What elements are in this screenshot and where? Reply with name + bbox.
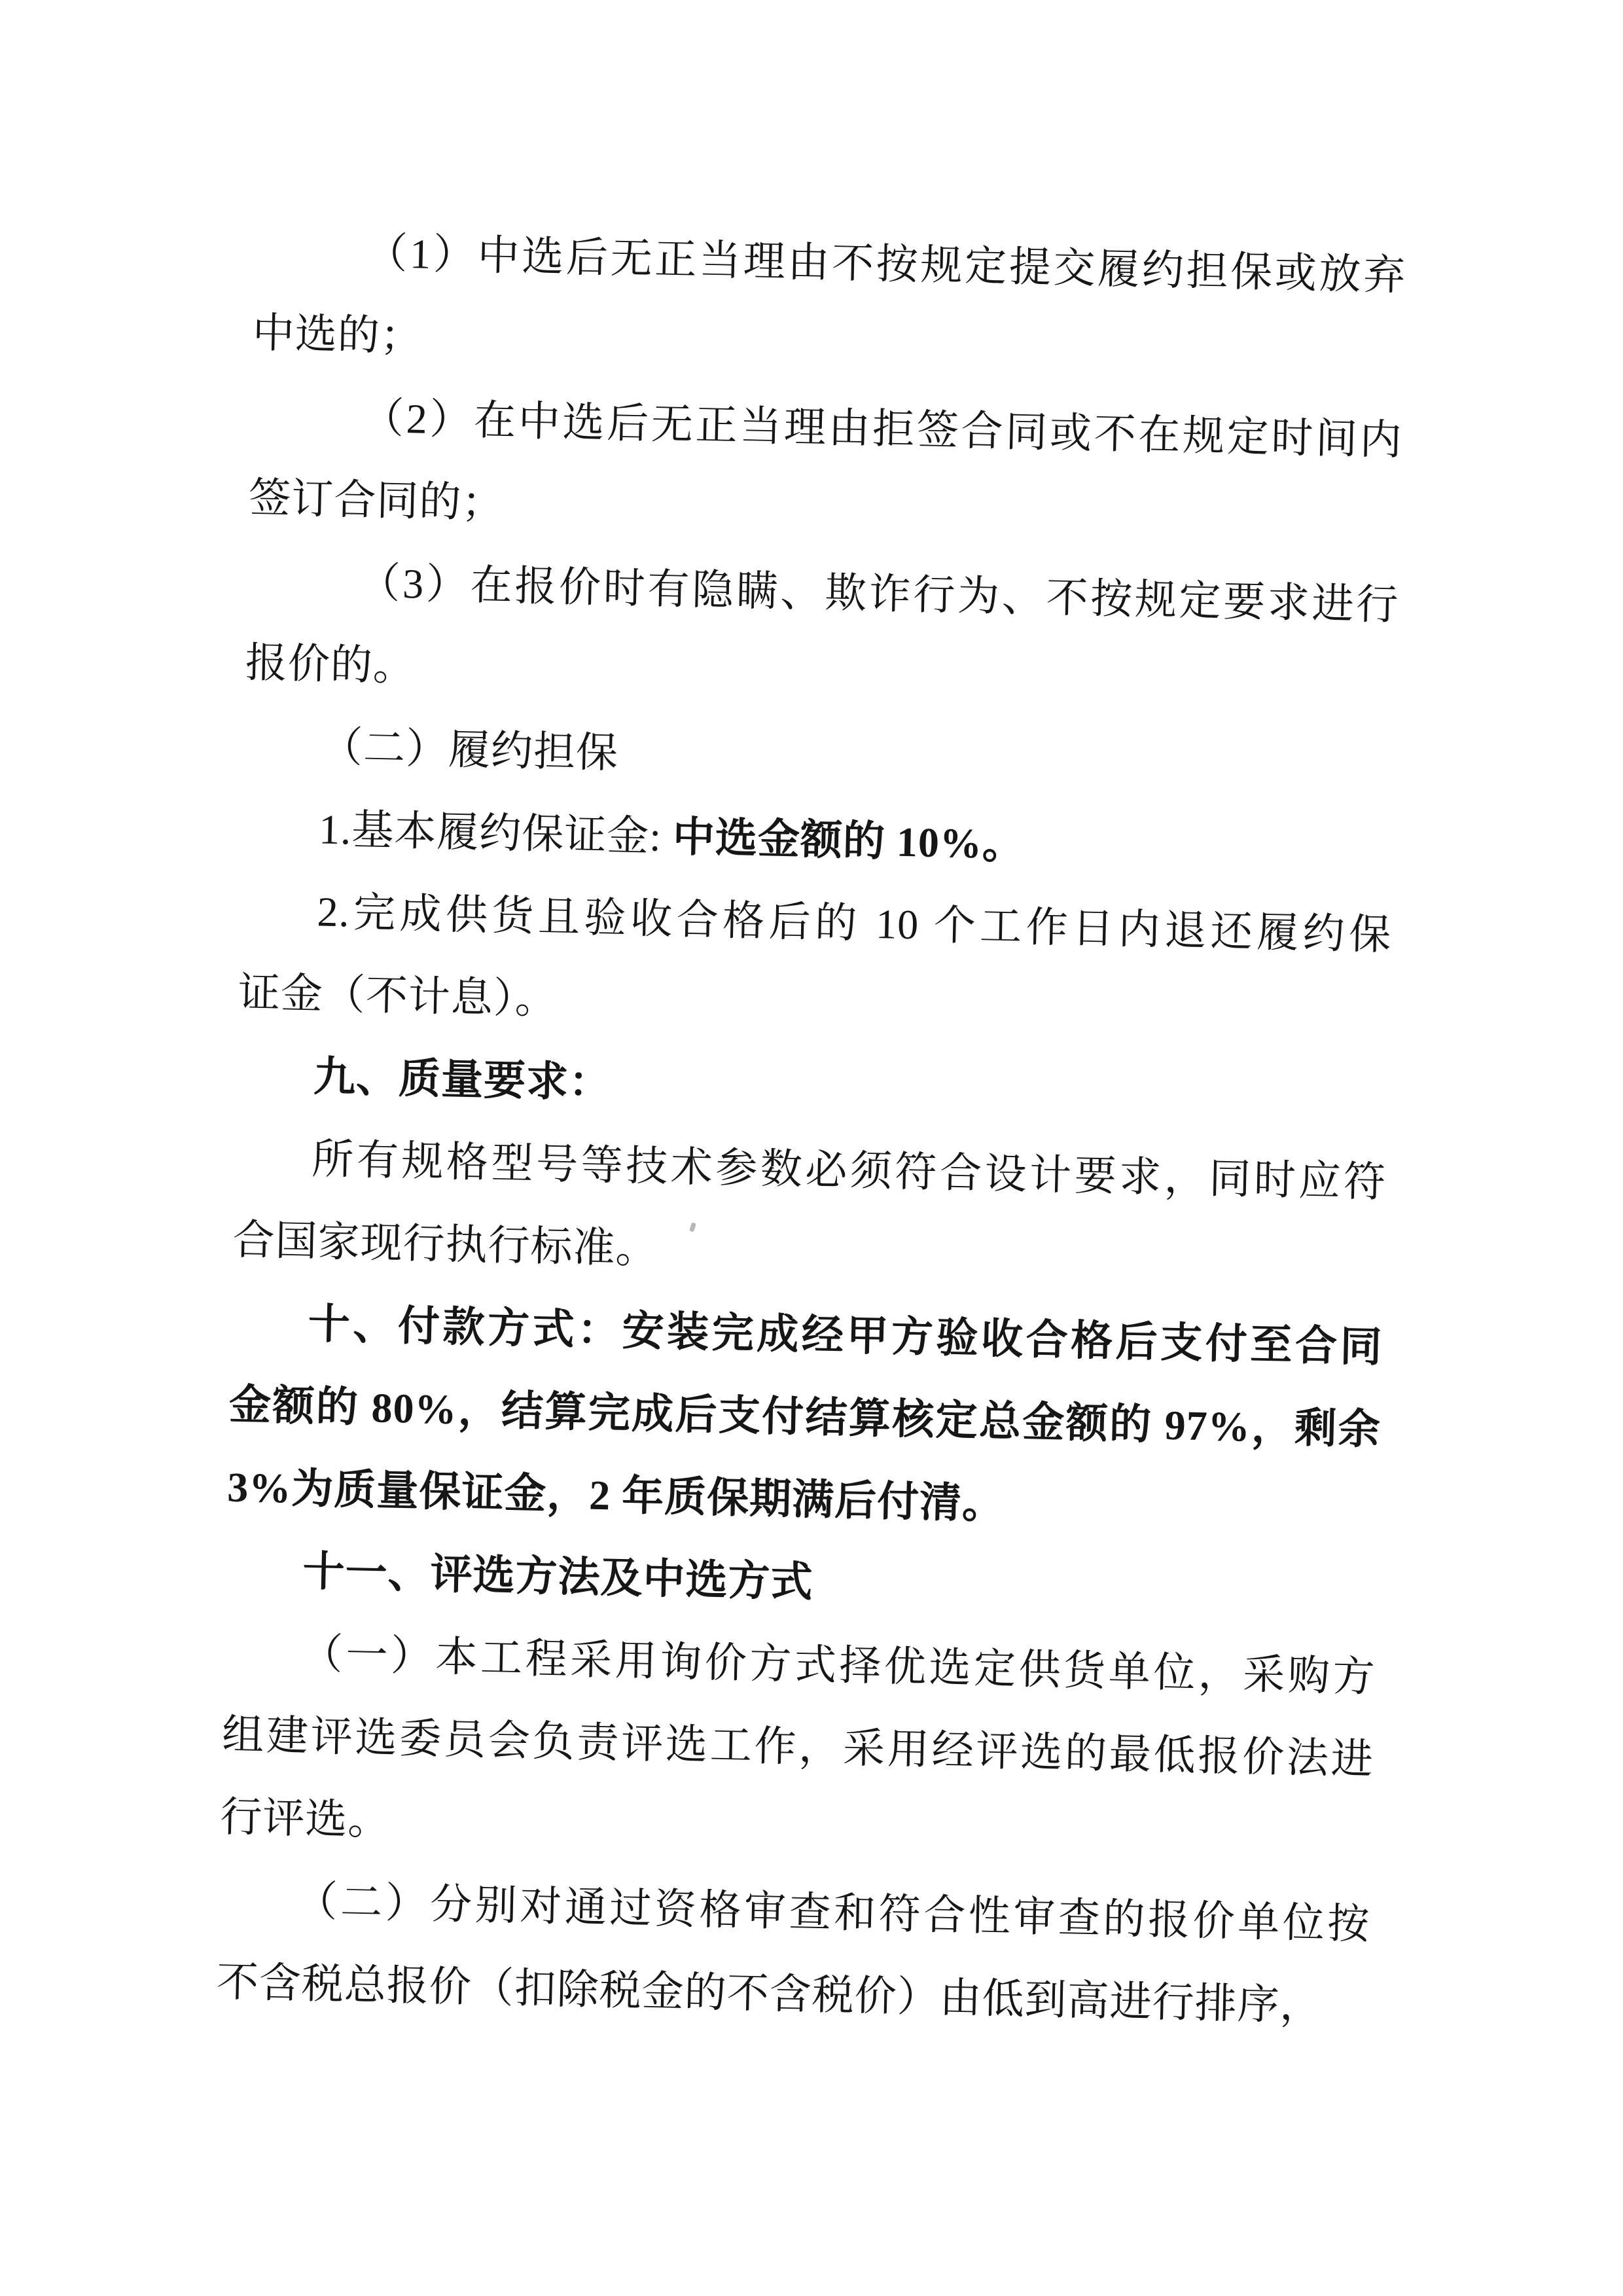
text-run: 九、质量要求： [313, 1053, 612, 1107]
text-run: 组建评选委员会负责评选工作，采用经评选的最低报价法进 [221, 1711, 1374, 1783]
text-run: 合国家现行执行标准。 [232, 1216, 659, 1272]
text-run: 中选的； [252, 309, 423, 360]
text-run: （1）中选后无正当理由不按规定提交履约担保或放弃 [365, 229, 1406, 299]
text-run: 中选金额的 10%。 [672, 814, 1026, 868]
text-run: （一）本工程采用询价方式择优选定供货单位，采购方 [300, 1630, 1376, 1700]
text-run: （2）在中选后无正当理由拒签合同或不在规定时间内 [361, 394, 1403, 464]
text-run: 报价的。 [245, 639, 416, 690]
text-run: 所有规格型号等技术参数必须符合设计要求，同时应符 [311, 1136, 1387, 1206]
text-run: 十一、评选方法及中选方式 [302, 1548, 814, 1606]
text-run: 3%为质量保证金，2 年质保期满后付清。 [226, 1463, 1005, 1528]
text-run: 行评选。 [219, 1793, 391, 1844]
text-run: 不含税总报价（扣除税金的不含税价）由低到高进行排序， [216, 1958, 1323, 2030]
text-run: （二）履约担保 [320, 723, 619, 777]
document-body [216, 209, 1407, 2049]
text-run: 十、付款方式：安装完成经甲方验收合格后支付至合同 [308, 1300, 1383, 1371]
text-run: 2.完成供货且验收合格后的 10 个工作日内退还履约保 [316, 888, 1393, 959]
text-run: 1.基本履约保证金: [318, 806, 673, 861]
text-run: 金额的 80%，结算完成后支付结算核定总金额的 97%，剩余 [228, 1381, 1382, 1453]
text-run: （二）分别对通过资格审查和符合性审查的报价单位按 [294, 1877, 1371, 1948]
text-run: 签订合同的； [248, 474, 505, 527]
text-run: （3）在报价时有隐瞒、欺诈行为、不按规定要求进行 [357, 559, 1399, 629]
text-run: 证金（不计息）。 [238, 969, 558, 1023]
